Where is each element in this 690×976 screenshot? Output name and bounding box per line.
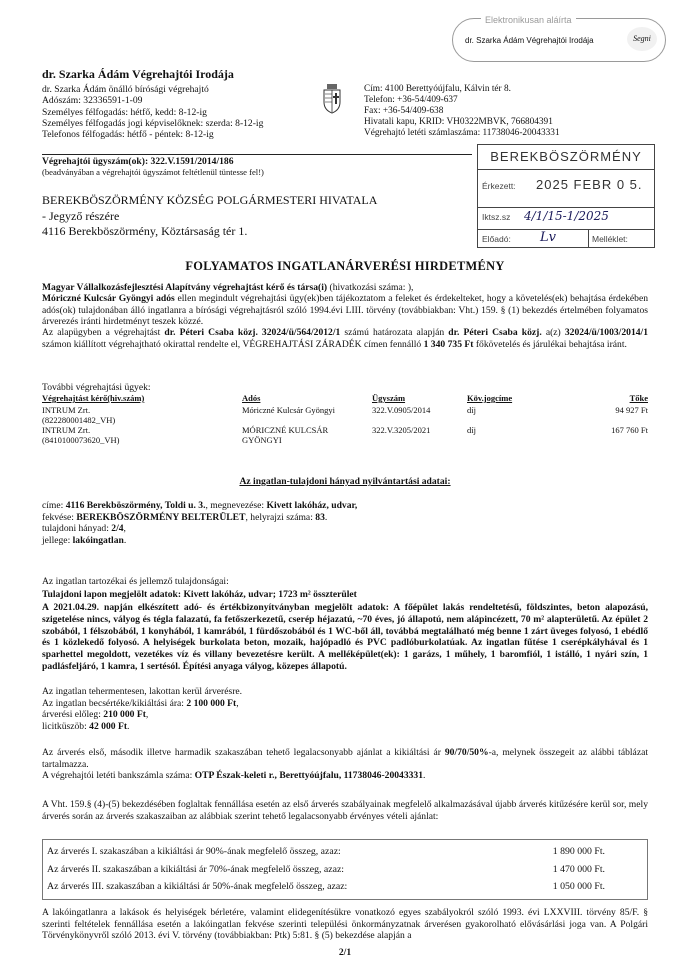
stamp-received-label: Érkezett:	[482, 181, 516, 191]
property-location: BEREKBÖSZÖRMÉNY BELTERÜLET	[76, 511, 246, 523]
stamp-received-date: 2025 FEBR 0 5.	[536, 177, 643, 192]
ownership-share: 2/4	[111, 523, 124, 535]
stages-text: Az árverés első, második illetve harmadik szakaszában tehető legalacsonyabb ajánlat a kikiáltási ár 90/70/50%-a, melynek összegeit az alábbi táblázat tartalmazza. A végrehajtói letéti bankszámla száma: OTP Észak-keleti r., Berettyóújfalu, 11738046-20043331.	[42, 747, 648, 782]
case-note: (beadványában a végrehajtói ügyszámot feltétlenül tüntesse fel!)	[42, 167, 264, 178]
field-label: címe:	[42, 500, 66, 511]
intro-text-part: (hivatkozási száma: ),	[327, 282, 414, 293]
registry-data: címe: 4116 Berekböszörmény, Toldi u. 3., megnevezése: Kivett lakóház, udvar, fekvése: BEREKBÖSZÖRMÉNY BELTERÜLET, helyrajzi száma: 83. tulajdoni hányad: 2/4, jellege: lakóingatlan.	[42, 500, 358, 547]
field-label: A végrehajtói letéti bankszámla száma:	[42, 770, 195, 782]
column-header: Adós	[242, 393, 261, 403]
field-label: Az ingatlan becsértéke/kikiáltási ára:	[42, 697, 187, 709]
principal-claim-amount: 1 340 735 Ft	[423, 338, 474, 350]
office-line: Telefonos félfogadás: hétfő - péntek: 8-12-ig	[42, 129, 214, 141]
intro-text-part: főkövetelés és járulékai behajtása iránt.	[473, 338, 627, 350]
field-label: árverési előleg:	[42, 709, 104, 721]
notary-order: dr. Péteri Csaba közj. 32024/ü/564/2012/1	[164, 327, 341, 339]
intro-text-part: a(z)	[541, 327, 565, 339]
column-header: Tőke	[629, 393, 648, 403]
addressee-name: BEREKBÖSZÖRMÉNY KÖZSÉG POLGÁRMESTERI HIVATALA	[42, 193, 378, 207]
office-line: Személyes félfogadás jogi képviselőknek: szerda: 8-12-ig	[42, 118, 264, 130]
case-cell: 322.V.3205/2021	[372, 425, 431, 436]
stage-label: Az árverés II. szakaszában a kikiáltási ár 70%-ának megfelelő összeg, azaz:	[47, 863, 345, 875]
table-row	[42, 425, 648, 445]
property-address: 4116 Berekböszörmény, Toldi u. 3.	[65, 500, 206, 511]
notary-name: dr. Péteri Csaba közj.	[448, 327, 542, 339]
stamp-office: BEREKBÖSZÖRMÉNY	[478, 145, 654, 170]
auction-stage-amounts-table	[42, 839, 648, 900]
creditor-cell: INTRUM Zrt.	[42, 405, 91, 416]
e-signature-label: Elektronikusan aláírta	[481, 15, 576, 26]
property-designation: Kivett lakóház, udvar,	[266, 500, 358, 511]
intro-text-part: ellen megindult végrehajtási ügy(ek)ben tájékoztatom a feleket és érdekelteket, hogy a követelés(ek) behajtása érdekében adós(ok) tulajdonában álló ingatlanra a bírósági végrehajtásról szóló 1994.évi LIII. törvény (továbbiakban: Vht.) 159. § (1) bekezdés értelmében folyamatos árverezés iránti hirdetményt teszek közzé.	[42, 293, 648, 327]
registry-stamp	[477, 144, 655, 248]
page-number: 2/1	[338, 947, 352, 958]
stage-percentages: 90/70/50%	[444, 747, 489, 758]
further-cases-label: További végrehajtási ügyek:	[42, 382, 151, 393]
debtor-cell: GYÖNGYI	[242, 435, 282, 446]
valuation-block: Az ingatlan tehermentesen, lakottan kerül árverésre. Az ingatlan becsértéke/kikiáltási ára: 2 100 000 Ft, árverési előleg: 210 000 Ft, licitküszöb: 42 000 Ft.	[42, 686, 648, 733]
debtor-name: Móriczné Kulcsár Gyöngyi adós	[42, 293, 175, 305]
intro-text-part: számú határozata alapján	[340, 327, 449, 339]
contact-line: Végrehajtó letéti számlaszáma: 11738046-20043331	[364, 127, 560, 138]
table-row	[42, 403, 648, 425]
property-description: A 2021.04.29. napján elkészített adó- és értékbizonyítványban megjelölt adatok: A főépület lakás rendeltetésű, földszintes, beton alapozású, szigetelése nincs, vályog és tégla falazatú, fa fetőszerkezetű, cserép héjazatú, ~70 éves, jó állapotú, nem alápincézett, 70 m² alapterületű. Az épület 2 szobából, 1 félszobából, 1 konyhából, 1 kamrából, 1 fürdőszobából és 1 WC-ből áll, továbbá megtalálható még benne 1 zárt üveges folyosó, 1 ebédlő és 1 közlekedő folyosó. A helyiségek burkolata beton, mozaik, hajópadló és PVC padlóburkolatúak. Az ingatlan fűtése 1 cserépkályhával és 1 sparhettel megoldott, vezetékes víz és villany bevezetésre került. A melléképület(ek): 1 garázs, 1 műhely, 1 baromfiól, 1 istálló, 1 nyári szín, 1 padlásfeljáró, 1 kamra, 1 sertésól. Építési anyaga vályog, közepes állapotú.	[42, 602, 648, 672]
stamp-attachment-label: Melléklet:	[592, 234, 628, 244]
field-label: jellege:	[42, 535, 73, 547]
case-number-block	[42, 156, 472, 177]
final-text: A lakóingatlanra a lakások és helyiségek bérletére, valamint elidegenítésükre vonatkozó egyes szabályokról szóló 1993. évi LXXVIII. törvény 85/F. § szerinti feltételek fennállása esetén a lakóingatlan fekvése szerinti települési önkormányzatnak árverésen gyakorolható elővásárlási joga van. A Polgári Törvénykönyvről szóló 2013. évi V. törvény (továbbiakban: Ptk) 5:81. § (5) bekezdése alapján a	[42, 907, 648, 942]
header-right	[364, 84, 664, 139]
creditor-ref-cell: (8410100073620_VH)	[42, 435, 120, 446]
contact-line: Cím: 4100 Berettyóújfalu, Kálvin tér 8.	[364, 84, 511, 94]
further-cases-table	[42, 393, 648, 445]
property-character: lakóingatlan	[72, 535, 124, 547]
column-header: Végrehajtást kérő(hiv.szám)	[42, 393, 145, 403]
stage-amount: 1 050 000 Ft.	[552, 881, 605, 893]
office-line: dr. Szarka Ádám önálló bírósági végrehajtó	[42, 84, 209, 96]
contact-line: Telefon: +36-54/409-637	[364, 94, 458, 105]
accessories-label: Az ingatlan tartozékai és jellemző tulajdonságai:	[42, 576, 229, 587]
intro-text-part: számon kiállított végrehajtható okirattal rendelte el, VÉGREHAJTÁSI ZÁRADÉK címen fennálló	[42, 338, 424, 350]
field-label: , megnevezése:	[205, 500, 267, 511]
e-signature-stamp	[452, 15, 666, 62]
office-name: dr. Szarka Ádám Végrehajtói Irodája	[42, 67, 234, 81]
document-title: FOLYAMATOS INGATLANÁRVERÉSI HIRDETMÉNY	[185, 259, 505, 273]
header-left	[42, 67, 322, 141]
coat-of-arms-icon	[322, 84, 342, 114]
auction-deposit: 210 000 Ft	[103, 709, 146, 721]
creditor-name: Magyar Vállalkozásfejlesztési Alapítvány végrehajtást kérő és társa(i)	[42, 282, 328, 293]
header-divider	[42, 154, 472, 155]
e-signature-signer: dr. Szarka Ádám Végrehajtói Irodája	[465, 36, 594, 45]
field-label: tulajdoni hányad:	[42, 523, 112, 535]
field-label: , helyrajzi száma:	[245, 511, 316, 523]
addressee-dept: - Jegyző részére	[42, 208, 120, 223]
case-number: Végrehajtói ügyszám(ok): 322.V.1591/2014/186	[42, 156, 234, 167]
creditor-ref-cell: (822280001482_VH)	[42, 415, 116, 426]
stamp-file-label: Iktsz.sz	[482, 212, 511, 222]
field-label: fekvése:	[42, 511, 77, 523]
enforcement-document-number: 32024/ü/1003/2014/1	[564, 327, 648, 339]
debtor-cell: Móriczné Kulcsár Gyöngyi	[242, 405, 336, 416]
creditor-cell: INTRUM Zrt.	[42, 425, 91, 436]
stage-label: Az árverés I. szakaszában a kikiáltási ár 90%-ának megfelelő összeg, azaz:	[47, 846, 341, 857]
claim-type-cell: díj	[467, 405, 476, 416]
case-cell: 322.V.0905/2014	[372, 405, 431, 416]
claim-type-cell: díj	[467, 425, 476, 436]
stamp-file-value: 4/1/15-1/2025	[524, 209, 609, 223]
capital-cell: 94 927 Ft	[615, 405, 648, 416]
stage-amount: 1 890 000 Ft.	[552, 846, 605, 857]
table-row	[43, 861, 648, 879]
intro-text-part: Az alapügyben a végrehajtást	[42, 327, 165, 339]
intro-text	[42, 282, 648, 350]
property-lot-number: 83	[315, 511, 325, 523]
estimated-value: 2 100 000 Ft	[186, 697, 237, 709]
stages-text-part: Az árverés első, második illetve harmadik szakaszában tehető legalacsonyabb ajánlat a kikiáltási ár	[42, 747, 445, 758]
office-line: Személyes félfogadás: hétfő, kedd: 8-12-ig	[42, 106, 207, 118]
vht-text: A Vht. 159.§ (4)-(5) bekezdésében foglaltak fennállása esetén az első árverés szabályainak megfelelő alkalmazásával újabb árverés kitűzésére kerül sor, mely árverés során az árverés szakaszaiban az alábbiak szerint tehető legalacsonyabb érvényes vételi ajánlat:	[42, 799, 648, 822]
addressee-address: 4116 Berekböszörmény, Köztársaság tér 1.	[42, 224, 248, 239]
registry-heading: Az ingatlan-tulajdoni hányad nyilvántartási adatai:	[239, 476, 451, 487]
office-line: Adószám: 32336591-1-09	[42, 95, 143, 107]
table-row	[43, 878, 648, 899]
capital-cell: 167 760 Ft	[611, 425, 648, 436]
table-row	[43, 840, 648, 861]
stage-amount: 1 470 000 Ft.	[552, 863, 605, 875]
bid-increment: 42 000 Ft	[89, 721, 128, 733]
field-label: licitküszöb:	[42, 721, 90, 733]
encumbrance-text: Az ingatlan tehermentesen, lakottan kerül árverésre.	[42, 686, 243, 697]
addressee	[42, 193, 472, 240]
table-header-row	[42, 393, 648, 403]
column-header: Ügyszám	[372, 393, 406, 403]
land-registry-data: Tulajdoni lapon megjelölt adatok: Kivett lakóház, udvar; 1723 m² összterület	[42, 589, 357, 600]
stamp-handler-value: Lv	[540, 230, 556, 245]
column-header: Köv.jogcíme	[467, 393, 513, 403]
signature-logo-icon: Segni	[627, 27, 657, 51]
contact-line: Fax: +36-54/409-638	[364, 105, 444, 116]
bank-account: OTP Észak-keleti r., Berettyóújfalu, 11738046-20043331	[194, 770, 424, 782]
stamp-handler-label: Előadó:	[482, 234, 511, 244]
debtor-cell: MÓRICZNÉ KULCSÁR	[242, 425, 329, 436]
contact-line: Hivatali kapu, KRID: VH0322MBVK, 766804391	[364, 116, 553, 127]
stage-label: Az árverés III. szakaszában a kikiáltási ár 50%-ának megfelelő összeg, azaz:	[47, 881, 348, 893]
stages-text-part: -a, melynek összegeit az alábbi táblázat tartalmazza.	[42, 747, 648, 770]
